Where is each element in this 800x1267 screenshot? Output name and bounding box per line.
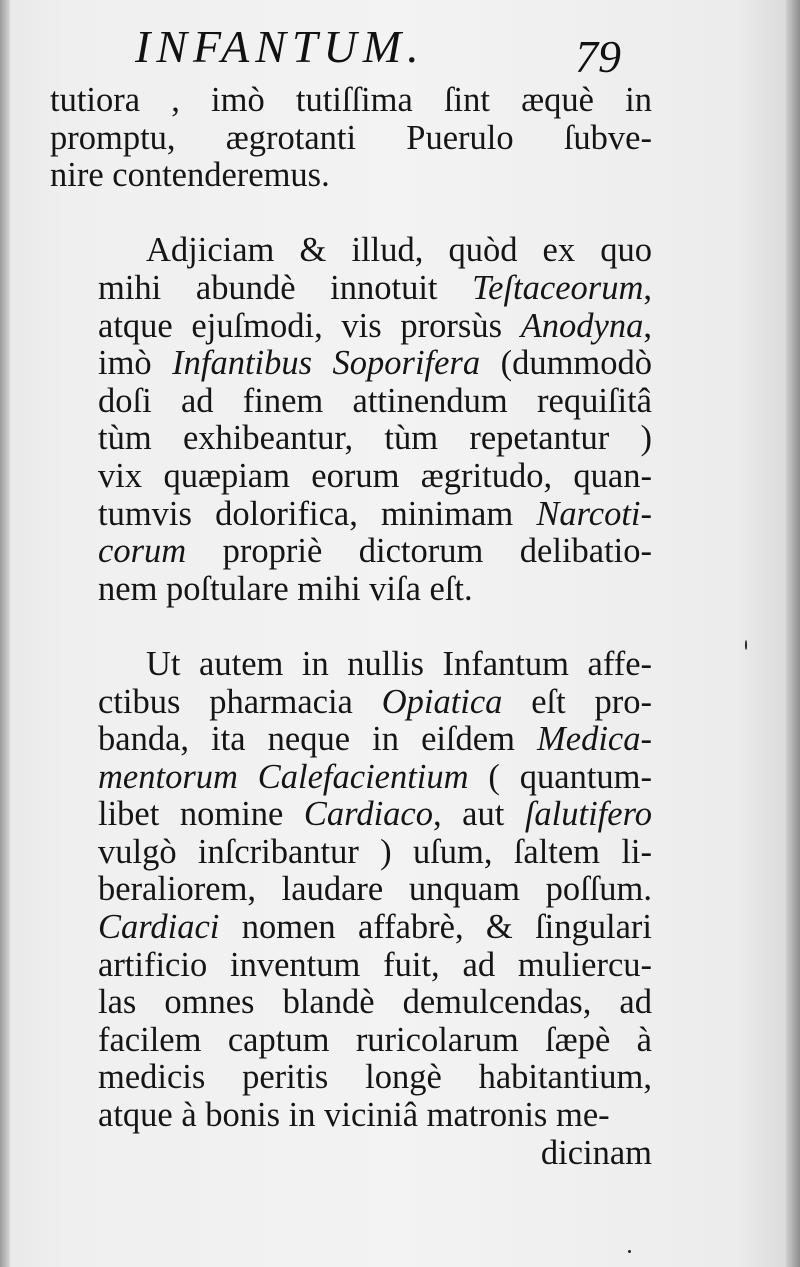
- text-line: [50, 721, 652, 759]
- text-run: nomen affabrè, & ſingulari: [219, 908, 652, 947]
- text-run: mihi abundè innotuit: [98, 268, 473, 307]
- text-run: vulgò inſcribantur ) uſum, ſaltem li-: [98, 832, 652, 871]
- italic-run: corum: [98, 532, 187, 571]
- text-run: medicis peritis longè habitantium,: [98, 1058, 652, 1097]
- text-line: [50, 383, 652, 421]
- text-line: [50, 684, 652, 722]
- text-line: [50, 533, 652, 571]
- text-line: [50, 796, 652, 834]
- page-body: [50, 82, 652, 1172]
- italic-run: Opiatica: [381, 682, 503, 721]
- text-run: ,: [643, 306, 652, 345]
- text-line: [50, 232, 652, 270]
- text-run: doſi ad finem attinendum requiſitâ: [98, 381, 652, 420]
- text-run: ctibus pharmacia: [98, 682, 382, 721]
- ink-speck: [745, 640, 747, 650]
- paragraph-gap: [50, 608, 652, 646]
- text-line: [50, 120, 652, 158]
- text-line: [50, 82, 652, 120]
- text-run: (dummodò: [480, 344, 652, 383]
- text-run: tùm exhibeantur, tùm repetantur ): [98, 419, 652, 458]
- text-line: [50, 909, 652, 947]
- text-run: imò: [98, 344, 173, 383]
- text-run: artificio inventum fuit, ad muliercu-: [98, 945, 652, 984]
- text-run: eſt pro-: [502, 682, 652, 721]
- text-line: [50, 646, 652, 684]
- text-run: Adjiciam & illud, quòd ex quo: [146, 231, 652, 270]
- text-run: promptu, ægrotanti Puerulo ſubve-: [50, 118, 652, 157]
- text-line: [50, 1097, 652, 1135]
- text-run: , aut: [432, 795, 525, 834]
- text-line: [50, 947, 652, 985]
- text-run: banda, ita neque in eiſdem: [98, 720, 538, 759]
- text-run: atque à bonis in viciniâ matronis me-: [98, 1096, 610, 1135]
- text-run: ( quantum-: [468, 757, 652, 796]
- paragraph: [50, 232, 652, 608]
- text-run: las omnes blandè demulcendas, ad: [98, 983, 652, 1022]
- text-run: vix quæpiam eorum ægritudo, quan-: [98, 456, 652, 495]
- italic-run: mentorum Calefacientium: [98, 757, 469, 796]
- text-line: [50, 496, 652, 534]
- page-left-shadow: [0, 0, 10, 1267]
- paragraph-gap: [50, 195, 652, 233]
- italic-run: Cardiaco: [303, 795, 433, 834]
- text-run: beraliorem, laudare unquam poſſum.: [98, 870, 652, 909]
- page-right-shadow: [786, 0, 800, 1267]
- italic-run: Infantibus Soporifera: [172, 344, 481, 383]
- italic-run: ſalutifero: [524, 795, 652, 834]
- text-line: [50, 270, 652, 308]
- italic-run: Teſtaceorum: [472, 268, 644, 307]
- paragraph: [50, 82, 652, 195]
- text-line: [50, 984, 652, 1022]
- text-run: propriè dictorum delibatio-: [186, 532, 652, 571]
- text-line: [50, 834, 652, 872]
- text-run: nire contenderemus.: [50, 156, 330, 195]
- text-line: [50, 420, 652, 458]
- italic-run: Medica-: [537, 720, 652, 759]
- text-run: Ut autem in nullis Infantum affe-: [146, 644, 652, 683]
- italic-run: Anodyna: [520, 306, 644, 345]
- text-run: tutiora , imò tutiſſima ſint æquè in: [50, 81, 652, 119]
- ink-speck: [628, 1250, 631, 1253]
- text-line: [50, 308, 652, 346]
- text-run: tumvis dolorifica, minimam: [98, 494, 537, 533]
- text-line: [50, 571, 652, 609]
- italic-run: Narcoti-: [536, 494, 652, 533]
- text-line: [50, 759, 652, 797]
- page-header: [0, 16, 800, 86]
- running-head: INFANTUM.: [135, 21, 425, 72]
- italic-run: Cardiaci: [98, 908, 220, 947]
- text-line: [50, 345, 652, 383]
- text-line: [50, 1059, 652, 1097]
- text-run: atque ejuſmodi, vis prorsùs: [98, 306, 521, 345]
- page-number: 79: [575, 31, 621, 82]
- text-run: facilem captum ruricolarum ſæpè à: [98, 1020, 652, 1059]
- text-line: [50, 458, 652, 496]
- paragraph: [50, 646, 652, 1135]
- text-run: libet nomine: [98, 795, 304, 834]
- text-run: ,: [643, 268, 652, 307]
- catchword: dicinam: [540, 1133, 652, 1172]
- text-line: [50, 871, 652, 909]
- text-line: [50, 157, 652, 195]
- text-run: nem poſtulare mihi viſa eſt.: [98, 569, 473, 608]
- text-line: [50, 1022, 652, 1060]
